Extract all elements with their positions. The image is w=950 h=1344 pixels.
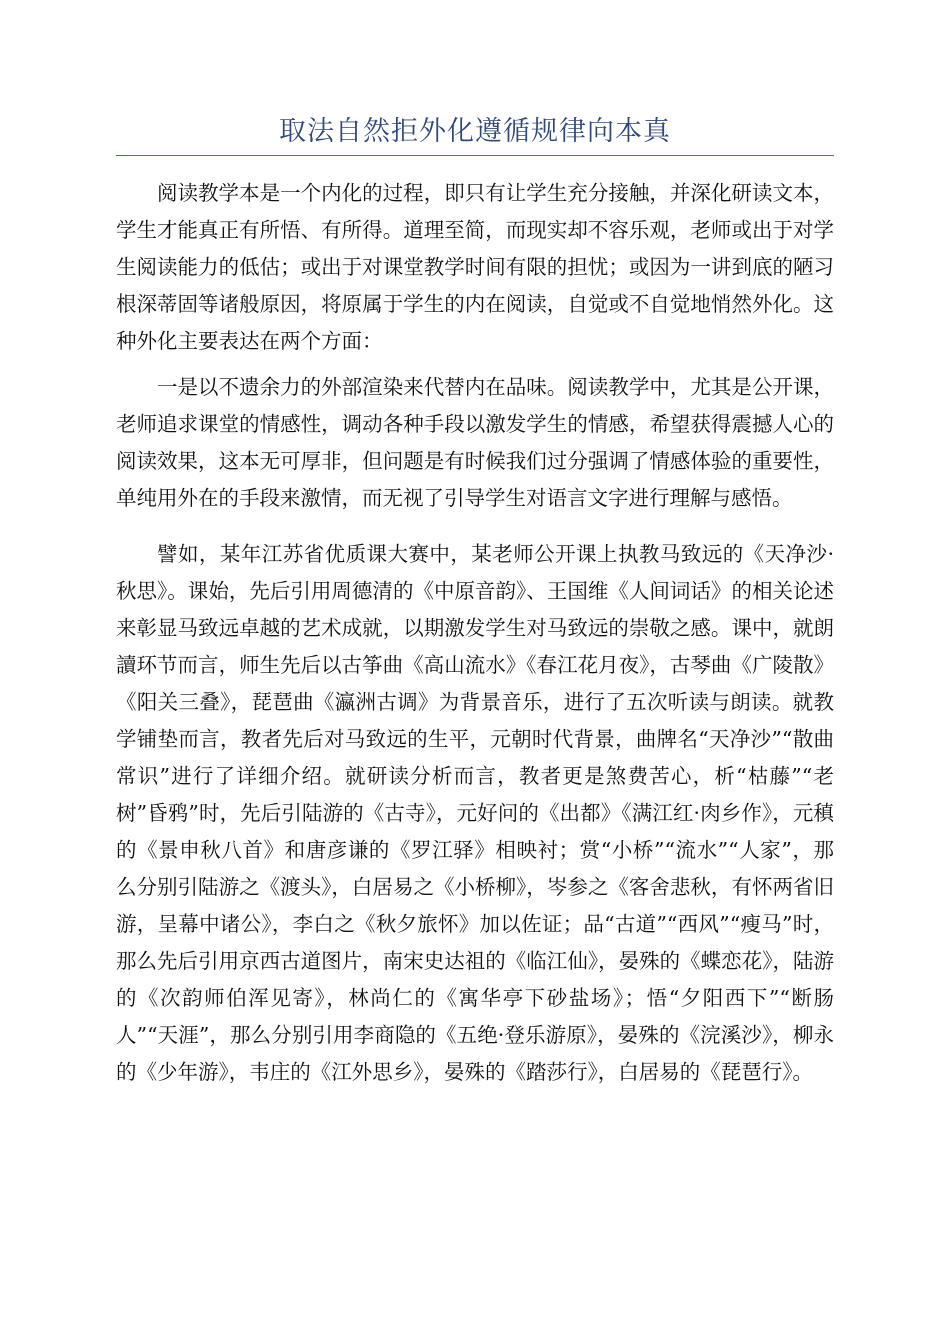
title-underline <box>116 155 834 156</box>
document-body <box>116 175 834 1091</box>
paragraph-3: 譬如，某年江苏省优质课大赛中，某老师公开课上执教马致远的《天净沙·秋思》。课始，先后引用周德清的《中原音韵》、王国维《人间词话》的相关论述来彰显马致远卓越的艺术成就，以期激发学生对马致远的崇敬之感。课中，就朗讀环节而言，师生先后以古筝曲《高山流水》《春江花月夜》，古琴曲《广陵散》《阳关三叠》，琵琶曲《瀛洲古调》为背景音乐，进行了五次听读与朗读。就教学铺垫而言，教者先后对马致远的生平，元朝时代背景，曲牌名“天净沙”“散曲常识”进行了详细介绍。就研读分析而言，教者更是煞费苦心，析“枯藤”“老树”昏鸦”时，先后引陆游的《古寺》，元好问的《出都》《满江红·肉乡作》，元稹的《景申秋八首》和唐彦谦的《罗江驿》相映衬；赏“小桥”“流水”“人家”，那么分别引陆游之《渡头》，白居易之《小桥柳》，岑参之《客舍悲秋，有怀两省旧游，呈幕中诸公》，李白之《秋夕旅怀》加以佐证；品“古道”“西风”“瘦马”时，那么先后引用京西古道图片，南宋史达祖的《临江仙》，晏殊的《蝶恋花》，陆游的《次韵师伯浑见寄》，林尚仁的《寓华亭下砂盐场》；悟“夕阳西下”“断肠人”“天涯”，那么分别引用李商隐的《五绝·登乐游原》，晏殊的《浣溪沙》，柳永的《少年游》，韦庄的《江外思乡》，晏殊的《踏莎行》，白居易的《琵琶行》。 <box>116 542 834 1084</box>
paragraph-2: 一是以不遗余力的外部渲染来代替内在品味。阅读教学中，尤其是公开课，老师追求课堂的情感性，调动各种手段以激发学生的情感，希望获得震撼人心的阅读效果，这本无可厚非，但问题是有时候我们过分强调了情感体验的重要性，单纯用外在的手段来激情，而无视了引导学生对语言文字进行理解与感悟。 <box>116 375 834 510</box>
document-title: 取法自然拒外化遵循规律向本真 <box>279 116 671 147</box>
paragraph-1: 阅读教学本是一个内化的过程，即只有让学生充分接触，并深化研读文本，学生才能真正有所悟、有所得。道理至简，而现实却不容乐观，老师或出于对学生阅读能力的低估；或出于对课堂教学时间有限的担忧；或因为一讲到底的陋习根深蒂固等诸般原因，将原属于学生的内在阅读，自觉或不自觉地悄然外化。这种外化主要表达在两个方面： <box>116 181 834 353</box>
